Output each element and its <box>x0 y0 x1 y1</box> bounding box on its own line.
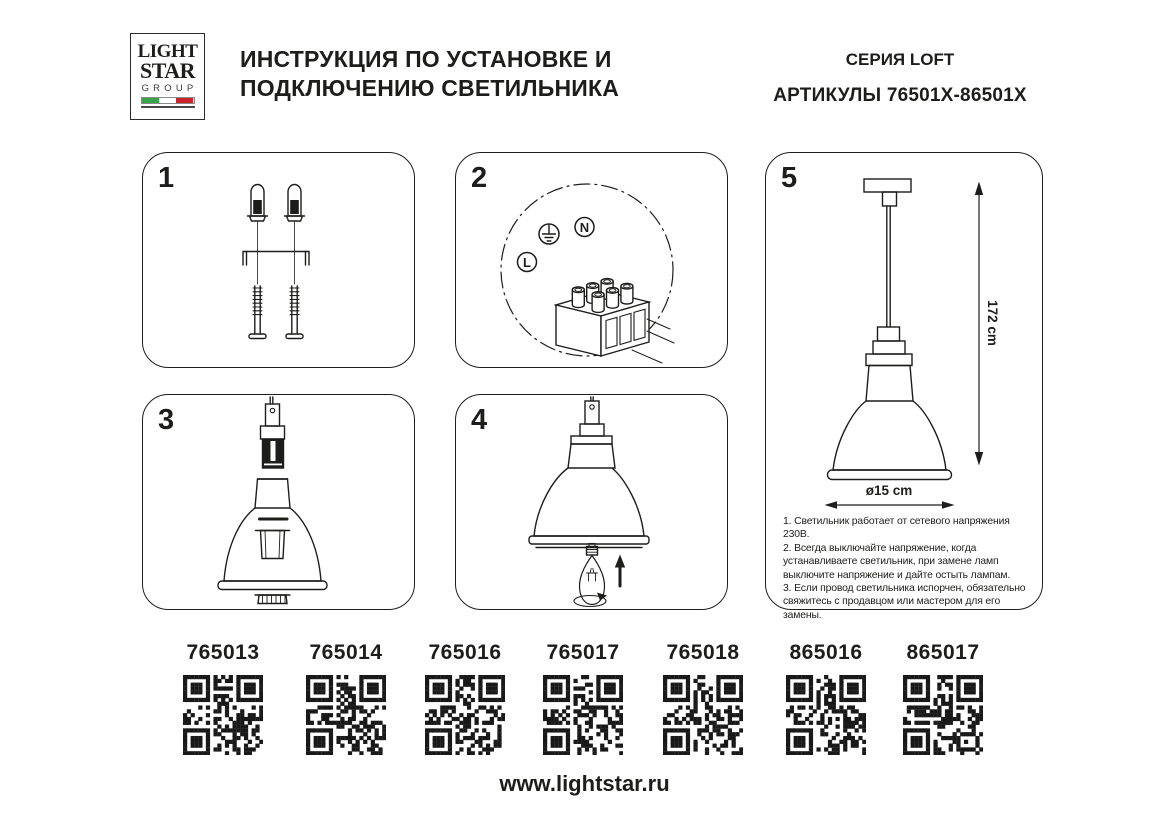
note-1: 1. Светильник работает от сетевого напряжения 230В. <box>783 516 1010 541</box>
diameter-dimension-label: ø15 cm <box>865 483 913 498</box>
neutral-label: N <box>579 220 590 235</box>
qr-code <box>306 675 386 755</box>
step-2-number: 2 <box>471 162 488 194</box>
retaining-ring <box>255 595 290 604</box>
qr-code <box>663 675 743 755</box>
step-4-number: 4 <box>471 404 488 436</box>
title-line-1: ИНСТРУКЦИЯ ПО УСТАНОВКЕ И <box>240 46 612 72</box>
wall-anchor-and-screw-right <box>285 185 305 339</box>
height-dimension-label: 172 cm <box>985 300 1000 346</box>
cord-and-socket <box>261 397 285 468</box>
articles-range-label: АРТИКУЛЫ 76501X-86501X <box>773 85 1027 106</box>
step-4-panel <box>455 394 728 610</box>
step-1-panel <box>142 152 415 368</box>
qr-code <box>786 675 866 755</box>
product-item-2 <box>286 641 406 755</box>
qr-code <box>183 675 263 755</box>
article-code: 765014 <box>309 641 383 664</box>
step-5-number: 5 <box>781 162 798 194</box>
assembled-lamp <box>529 397 649 548</box>
article-code: 765018 <box>666 641 740 664</box>
product-item-7 <box>883 641 1003 755</box>
socket-shade-assembly-diagram <box>143 395 413 608</box>
note-3: 3. Если провод светильника испорчен, обязательно свяжитесь с продавцом или мастером для его замены. <box>783 583 1026 621</box>
safety-notes <box>783 515 1037 622</box>
lamp-shade <box>218 479 327 590</box>
step-3-panel <box>142 394 415 610</box>
page-title <box>240 45 619 103</box>
article-code: 765016 <box>428 641 502 664</box>
product-item-6 <box>766 641 886 755</box>
article-code: 765017 <box>546 641 620 664</box>
product-item-1 <box>163 641 283 755</box>
insert-up-arrow <box>615 555 625 587</box>
qr-code <box>425 675 505 755</box>
title-line-2: ПОДКЛЮЧЕНИЮ СВЕТИЛЬНИКА <box>240 75 620 101</box>
neutral-wire-symbol <box>575 218 594 237</box>
pendant-lamp-drawing <box>828 179 952 480</box>
series-block <box>755 50 1045 107</box>
product-item-5 <box>643 641 763 755</box>
height-dimension <box>975 182 1000 466</box>
article-code: 865016 <box>789 641 863 664</box>
live-wire-symbol <box>518 253 537 272</box>
ground-symbol <box>539 224 559 244</box>
italian-flag-stripe <box>141 97 195 104</box>
qr-code <box>543 675 623 755</box>
note-2: 2. Всегда выключайте напряжение, когда устанавливаете светильник, при замене ламп выключите напряжение и дайте остыть лампам. <box>783 542 1011 581</box>
anchors-screws-diagram <box>143 153 413 366</box>
website-url: www.lightstar.ru <box>499 771 670 796</box>
qr-code <box>903 675 983 755</box>
article-code: 765013 <box>186 641 260 664</box>
wiring-terminal-diagram <box>456 153 726 366</box>
step-1-number: 1 <box>158 162 175 194</box>
lightstar-logo <box>130 33 205 120</box>
logo-underline <box>141 106 195 109</box>
step-2-panel <box>455 152 728 368</box>
step-5-panel <box>765 152 1043 621</box>
wall-anchor-and-screw-left <box>248 185 268 339</box>
product-item-4 <box>523 641 643 755</box>
logo-light: LIGHT <box>137 41 198 62</box>
live-label: L <box>523 255 531 270</box>
bulb-installation-diagram <box>456 395 726 608</box>
diameter-dimension <box>825 483 955 509</box>
article-code: 865017 <box>906 641 980 664</box>
logo-group: GROUP <box>141 83 198 94</box>
series-label: СЕРИЯ LOFT <box>845 50 955 69</box>
mounting-bracket <box>243 252 309 266</box>
step-3-number: 3 <box>158 404 175 436</box>
product-item-3 <box>405 641 525 755</box>
logo-star: STAR <box>139 58 196 83</box>
terminal-block <box>556 279 649 356</box>
